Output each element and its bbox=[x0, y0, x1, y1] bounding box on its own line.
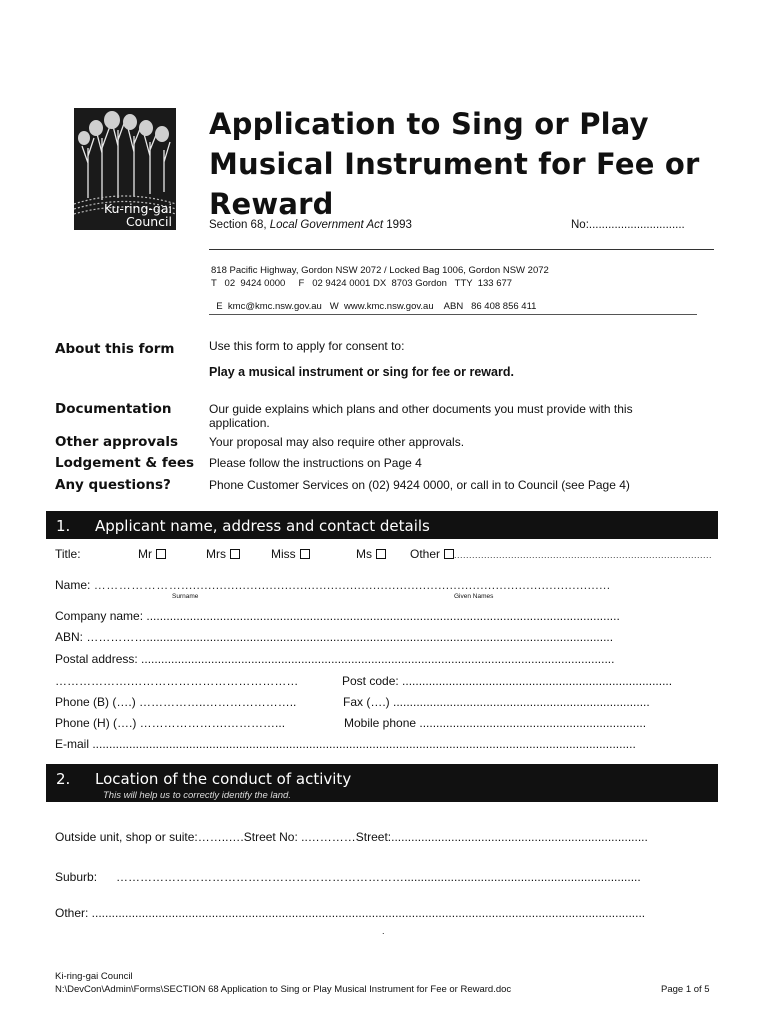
company-name-field[interactable]: Company name: .............................................................................................................................................. bbox=[55, 609, 620, 623]
option-label: Miss bbox=[271, 547, 296, 561]
email-label: E bbox=[216, 301, 228, 312]
act-name: Local Government Act bbox=[269, 219, 384, 231]
section-prefix: Section 68, bbox=[209, 219, 270, 231]
checkbox[interactable] bbox=[230, 549, 240, 559]
postal-address-field[interactable]: Postal address: .............................................................................................................................................. bbox=[55, 652, 615, 666]
suburb-field[interactable]: ………………………………………………………………....................................................................... bbox=[116, 870, 641, 884]
other-title-field[interactable]: ...................................................................................... bbox=[454, 550, 713, 560]
other-location-field[interactable]: Other: ...................................................................................................................................................................... bbox=[55, 906, 646, 920]
title-option-ms[interactable] bbox=[356, 547, 386, 561]
suburb-label: Suburb: bbox=[55, 870, 98, 884]
phone-business-field[interactable]: Phone (B) (….) ……………..………………….. bbox=[55, 695, 297, 709]
title-label: Title: bbox=[55, 547, 81, 561]
council-logo bbox=[74, 108, 176, 230]
about-text: Use this form to apply for consent to: bbox=[209, 339, 405, 353]
name-field[interactable] bbox=[55, 578, 715, 592]
about-purpose: Play a musical instrument or sing for fee or reward. bbox=[209, 365, 514, 379]
title-line-1: Application to Sing or Play bbox=[209, 107, 649, 141]
option-label: Mrs bbox=[206, 547, 226, 561]
title-option-other[interactable] bbox=[410, 547, 712, 561]
application-number-field[interactable]: No:.............................. bbox=[571, 219, 685, 231]
checkbox[interactable] bbox=[376, 549, 386, 559]
lodgement-text: Please follow the instructions on Page 4 bbox=[209, 456, 422, 470]
documentation-label: Documentation bbox=[55, 401, 172, 417]
footer-file-path: N:\DevCon\Admin\Forms\SECTION 68 Application to Sing or Play Musical Instrument for Fee or Reward.doc bbox=[55, 984, 512, 995]
phone-home-field[interactable]: Phone (H) (….) ………………….…………... bbox=[55, 716, 286, 730]
section-1-title: Applicant name, address and contact details bbox=[95, 517, 430, 535]
page-number: Page 1 of 5 bbox=[661, 984, 710, 995]
postal-address-line-2[interactable]: ……………….…………………………………… bbox=[55, 674, 299, 688]
documentation-text: Our guide explains which plans and other documents you must provide with this application. bbox=[209, 402, 633, 430]
website-link[interactable]: www.kmc.nsw.gov.au bbox=[344, 301, 434, 312]
web-label: W bbox=[321, 301, 345, 312]
about-label: About this form bbox=[55, 341, 175, 357]
section-1-number: 1. bbox=[56, 517, 71, 535]
section-reference bbox=[209, 219, 412, 231]
option-label: Mr bbox=[138, 547, 152, 561]
footer-organisation: Ki-ring-gai Council bbox=[55, 971, 133, 982]
title-option-miss[interactable] bbox=[271, 547, 310, 561]
location-unit-street-field[interactable]: Outside unit, shop or suite:……..….Street No: ..…………Street:............................................................................. bbox=[55, 830, 648, 844]
contact-web bbox=[211, 290, 536, 312]
given-names-hint: Given Names bbox=[454, 593, 494, 600]
abn-field[interactable]: ABN: ……………............................................................................................................................................ bbox=[55, 630, 614, 644]
page-title bbox=[209, 104, 729, 224]
postcode-field[interactable]: Post code: ................................................................................. bbox=[342, 674, 673, 688]
logo-name-line2: Council bbox=[125, 214, 172, 229]
other-approvals-label: Other approvals bbox=[55, 434, 178, 450]
checkbox[interactable] bbox=[156, 549, 166, 559]
title-line-3: Reward bbox=[209, 187, 334, 221]
name-label: Name: bbox=[55, 578, 94, 592]
stray-dot: . bbox=[382, 926, 385, 936]
contact-phones: T 02 9424 0000 F 02 9424 0001 DX 8703 Gordon TTY 133 677 bbox=[211, 278, 513, 289]
section-2-number: 2. bbox=[56, 770, 71, 788]
option-label: Other bbox=[410, 547, 441, 561]
title-option-mr[interactable] bbox=[138, 547, 166, 561]
divider bbox=[209, 249, 714, 250]
section-2-title: Location of the conduct of activity bbox=[95, 770, 352, 788]
surname-hint: Surname bbox=[172, 593, 199, 600]
name-input-line[interactable]: …………………................................................................................................................ bbox=[93, 578, 611, 592]
act-year: 1993 bbox=[383, 219, 412, 231]
abn-text: ABN 86 408 856 411 bbox=[433, 301, 537, 312]
fax-field[interactable]: Fax (….) ............................................................................. bbox=[343, 695, 650, 709]
section-2-header bbox=[46, 764, 718, 802]
logo-name-line1: Ku-ring-gai bbox=[103, 201, 172, 216]
email-link[interactable]: kmc@kmc.nsw.gov.au bbox=[227, 301, 322, 312]
title-option-mrs[interactable] bbox=[206, 547, 240, 561]
section-1-header bbox=[46, 511, 718, 539]
title-line-2: Musical Instrument for Fee or bbox=[209, 147, 700, 181]
divider bbox=[209, 314, 697, 315]
other-approvals-text: Your proposal may also require other approvals. bbox=[209, 435, 465, 449]
lodgement-label: Lodgement & fees bbox=[55, 455, 195, 471]
mobile-phone-field[interactable]: Mobile phone .................................................................... bbox=[344, 716, 647, 730]
section-2-subtitle: This will help us to correctly identify the land. bbox=[103, 790, 291, 801]
option-label: Ms bbox=[356, 547, 372, 561]
questions-label: Any questions? bbox=[55, 477, 171, 493]
checkbox[interactable] bbox=[444, 549, 454, 559]
checkbox[interactable] bbox=[300, 549, 310, 559]
questions-text: Phone Customer Services on (02) 9424 0000, or call in to Council (see Page 4) bbox=[209, 478, 630, 492]
email-field[interactable]: E-mail ................................................................................................................................................................... bbox=[55, 737, 636, 751]
contact-address: 818 Pacific Highway, Gordon NSW 2072 / Locked Bag 1006, Gordon NSW 2072 bbox=[211, 265, 549, 276]
